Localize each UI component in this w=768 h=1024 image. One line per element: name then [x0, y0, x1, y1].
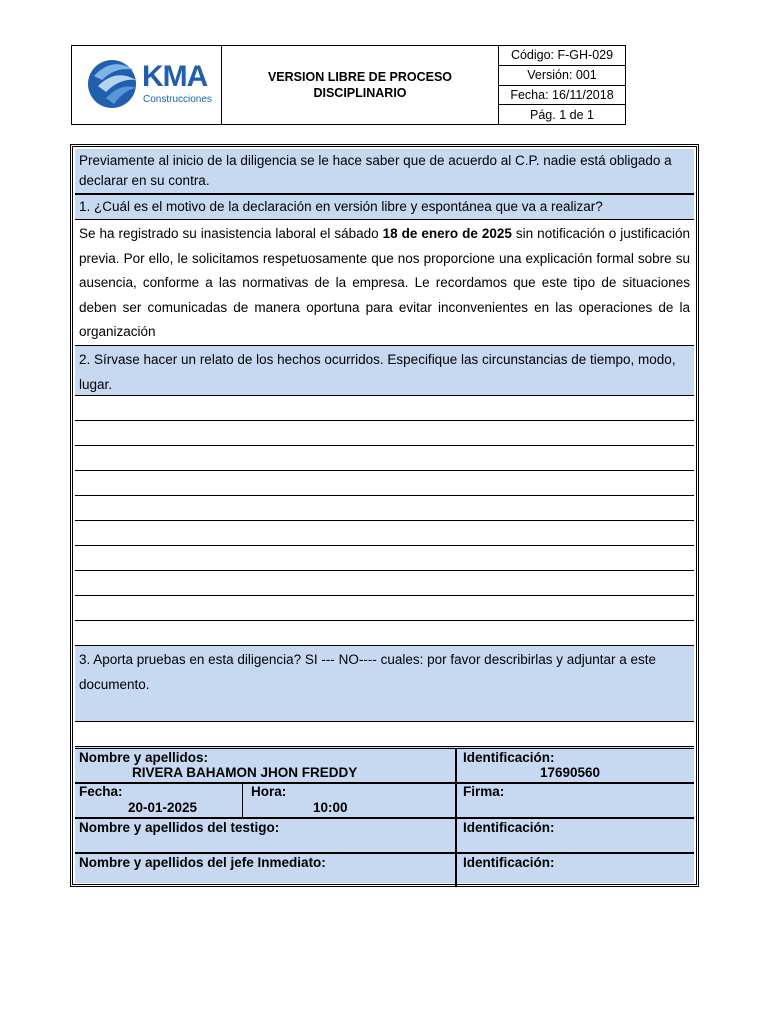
divider [75, 782, 694, 784]
answer-line[interactable] [75, 520, 694, 545]
nombre-value: RIVERA BAHAMON JHON FREDDY [132, 765, 358, 780]
hora-value: 10:00 [313, 800, 348, 815]
document-meta [499, 46, 625, 124]
answer-1-before: Se ha registrado su inasistencia laboral el sábado [79, 226, 383, 241]
answer-1 [75, 219, 694, 345]
answer-line[interactable] [75, 595, 694, 620]
title-line-2: DISCIPLINARIO [313, 86, 407, 100]
answer-line[interactable] [75, 495, 694, 520]
logo-subtext: Construcciones [143, 94, 212, 105]
divider [75, 852, 694, 854]
document-header [71, 45, 626, 125]
answer-line[interactable] [75, 395, 694, 420]
fecha-label: Fecha: [79, 784, 123, 799]
meta-pagina: Pág. 1 de 1 [530, 107, 594, 122]
question-2: 2. Sírvase hacer un relato de los hechos ocurridos. Especifique las circunstancias de tiempo, modo, lugar. [75, 345, 694, 395]
meta-fecha: Fecha: 16/11/2018 [499, 86, 625, 106]
answer-line[interactable] [75, 721, 694, 746]
logo-cell [72, 46, 222, 124]
meta-version: Versión: 001 [499, 66, 625, 86]
answer-line[interactable] [75, 445, 694, 470]
answer-1-date: 18 de enero de 2025 [382, 226, 512, 241]
question-1: 1. ¿Cuál es el motivo de la declaración en versión libre y espontánea que va a realizar? [75, 193, 694, 219]
hora-label: Hora: [251, 784, 287, 799]
identificacion-value: 17690560 [540, 765, 601, 780]
testigo-id-label: Identificación: [463, 820, 555, 835]
answer-line[interactable] [75, 420, 694, 445]
fecha-value: 20-01-2025 [128, 800, 198, 815]
identificacion-label: Identificación: [463, 750, 555, 765]
jefe-id-label: Identificación: [463, 855, 555, 870]
answer-line[interactable] [75, 620, 694, 645]
answer-line[interactable] [75, 570, 694, 595]
answer-line[interactable] [75, 545, 694, 570]
title-line-1: VERSION LIBRE DE PROCESO [267, 70, 453, 84]
signature-block [75, 746, 694, 883]
answer-1-after: sin notificación o justificación previa. Por ello, le solicitamos respetuosamente que nos proporcione una explicación formal sobre su ausencia, conforme a las normativas de la empresa. Le recordamos que este tipo de situaciones deben ser comunicadas de manera oportuna para evitar inconvenientes en las operaciones de la organización [79, 226, 690, 339]
meta-codigo: Código: F-GH-029 [499, 46, 625, 66]
document-title [222, 46, 499, 124]
divider [75, 817, 694, 819]
nombre-label: Nombre y apellidos: [79, 750, 209, 765]
divider [242, 782, 243, 817]
logo-text: KMA [142, 60, 208, 93]
declaration-form [70, 144, 699, 887]
answer-line[interactable] [75, 470, 694, 495]
firma-label: Firma: [463, 784, 505, 799]
jefe-label: Nombre y apellidos del jefe Inmediato: [79, 855, 326, 870]
testigo-label: Nombre y apellidos del testigo: [79, 820, 280, 835]
intro-text: Previamente al inicio de la diligencia se le hace saber que de acuerdo al C.P. nadie está obligado a declarar en su contra. [75, 149, 694, 193]
question-3: 3. Aporta pruebas en esta diligencia? SI --- NO---- cuales: por favor describirlas y adjuntar a este documento. [75, 645, 694, 721]
